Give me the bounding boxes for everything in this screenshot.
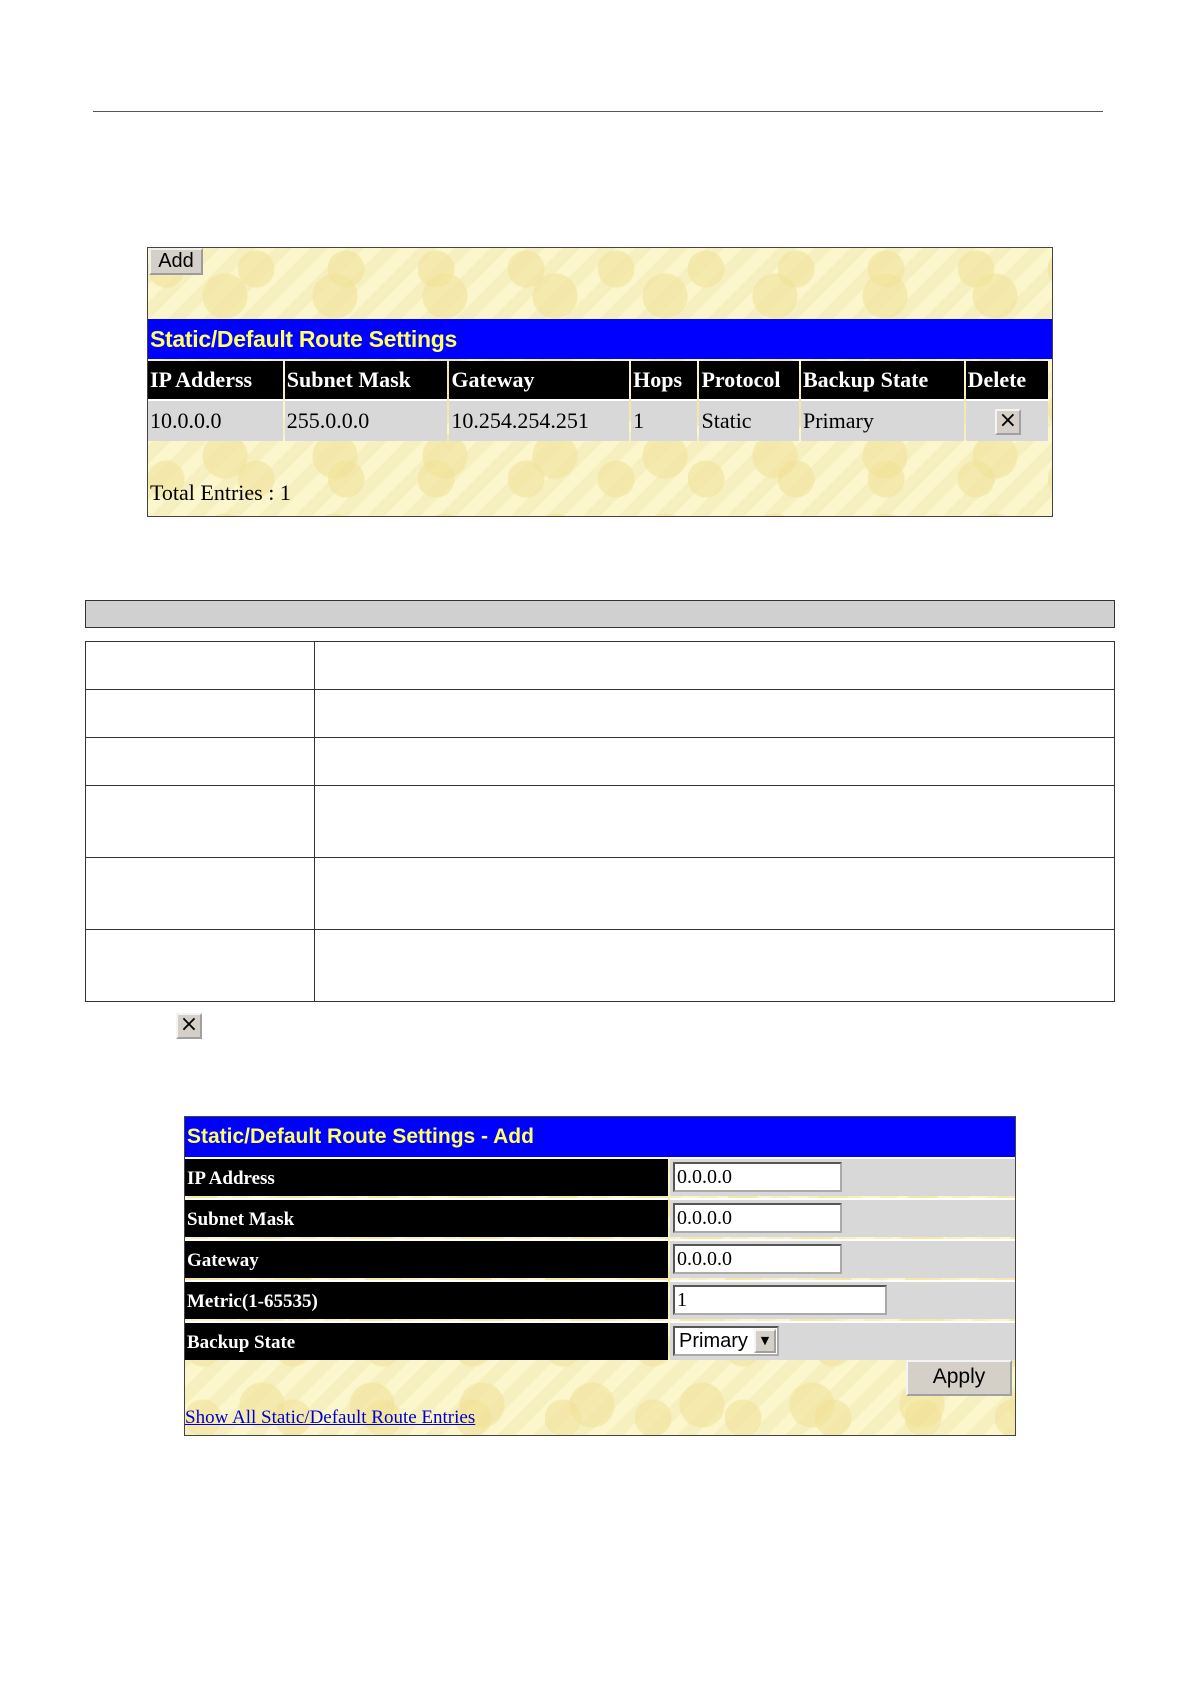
backup-state-cell [670, 1321, 1015, 1360]
ip-address-cell [670, 1157, 1015, 1196]
desc-cell [86, 858, 315, 930]
desc-cell [86, 930, 315, 1002]
cell-ip: 10.0.0.0 [148, 399, 283, 441]
desc-cell [315, 738, 1115, 786]
col-backup-state: Backup State [801, 361, 964, 399]
subnet-mask-cell [670, 1198, 1015, 1237]
col-gateway: Gateway [449, 361, 629, 399]
delete-icon[interactable]: × [995, 409, 1021, 435]
desc-cell [86, 786, 315, 858]
ip-address-row [185, 1157, 1015, 1196]
col-ip-address: IP Adderss [148, 361, 283, 399]
subnet-mask-input[interactable]: 0.0.0.0 [673, 1203, 842, 1233]
route-table [146, 361, 1050, 441]
add-button[interactable]: Add [149, 248, 203, 275]
route-table-header [148, 361, 1048, 399]
desc-cell [315, 930, 1115, 1002]
ip-address-label: IP Address [185, 1157, 668, 1196]
desc-cell [86, 738, 315, 786]
cell-protocol: Static [699, 399, 798, 441]
total-entries: Total Entries : 1 [150, 480, 291, 505]
col-hops: Hops [631, 361, 697, 399]
metric-cell [670, 1280, 1015, 1319]
col-subnet-mask: Subnet Mask [285, 361, 448, 399]
backup-state-label: Backup State [185, 1321, 668, 1360]
gateway-label: Gateway [185, 1239, 668, 1278]
backup-state-select[interactable] [673, 1326, 779, 1356]
delete-legend-icon: × [176, 1013, 202, 1039]
subnet-mask-label: Subnet Mask [185, 1198, 668, 1237]
col-delete: Delete [966, 361, 1048, 399]
route-add-title: Static/Default Route Settings - Add [185, 1117, 1015, 1157]
route-settings-title: Static/Default Route Settings [148, 319, 1052, 359]
cell-backup: Primary [801, 399, 964, 441]
route-add-panel [184, 1116, 1016, 1436]
desc-cell [315, 642, 1115, 690]
backup-state-value: Primary [679, 1330, 748, 1352]
desc-cell [315, 786, 1115, 858]
cell-hops: 1 [631, 399, 697, 441]
desc-cell [86, 642, 315, 690]
show-all-routes-link[interactable]: Show All Static/Default Route Entries [185, 1407, 476, 1428]
table-row [148, 399, 1048, 441]
desc-cell [86, 690, 315, 738]
metric-label: Metric(1-65535) [185, 1280, 668, 1319]
col-protocol: Protocol [699, 361, 798, 399]
description-table [85, 641, 1115, 1002]
backup-state-row [185, 1321, 1015, 1360]
cell-mask: 255.0.0.0 [285, 399, 448, 441]
description-header-bar [85, 600, 1115, 628]
cell-gateway: 10.254.254.251 [449, 399, 629, 441]
chevron-down-icon[interactable]: ▼ [754, 1329, 776, 1353]
subnet-mask-row [185, 1198, 1015, 1237]
desc-cell [315, 858, 1115, 930]
gateway-input[interactable]: 0.0.0.0 [673, 1244, 842, 1274]
ip-address-input[interactable]: 0.0.0.0 [673, 1162, 842, 1192]
apply-button[interactable]: Apply [906, 1360, 1012, 1396]
route-settings-panel [147, 247, 1053, 517]
metric-input[interactable]: 1 [673, 1285, 887, 1315]
cell-delete [966, 399, 1048, 441]
gateway-cell [670, 1239, 1015, 1278]
desc-cell [315, 690, 1115, 738]
metric-row [185, 1280, 1015, 1319]
gateway-row [185, 1239, 1015, 1278]
page-header-rule [93, 111, 1103, 112]
